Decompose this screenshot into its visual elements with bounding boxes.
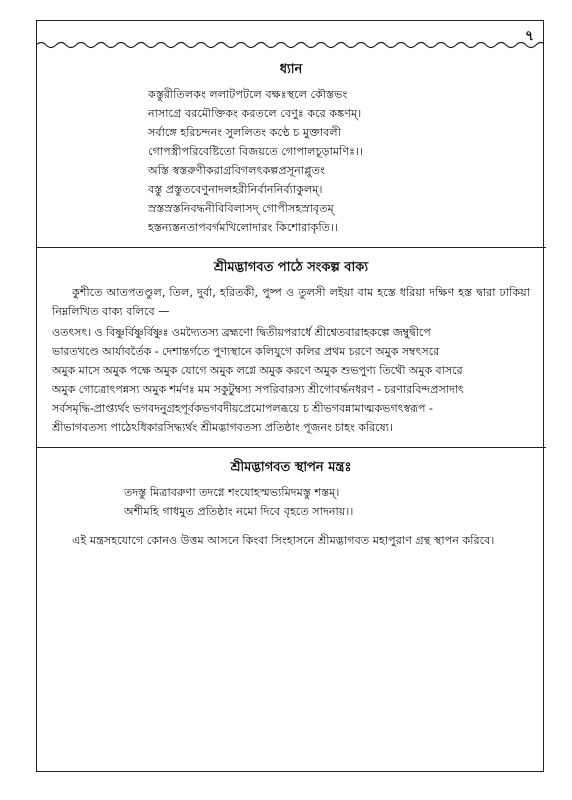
- sankalpa-line: ওতৎসৎ। ও বিষ্ণুর্বিষ্ণুর্বিষ্ণুঃ ওমদ্যৈতস্য ব্রহ্মণো দ্বিতীয়পরার্ধে শ্রীশ্বেতবারাহকল্পে জম্বুদ্বীপে: [52, 326, 431, 339]
- verse-line: গোপস্ত্রীপরিবেষ্টিতো বিজয়তে গোপালচূড়ামণিঃ।।: [148, 145, 364, 158]
- mantra-line: তদস্তু মিত্রাবরুণা তদগ্নে শংযোহস্মভ্যমিদমস্তু শস্তম্‌।: [124, 486, 340, 499]
- sankalpa-heading: শ্রীমদ্ভাগবত পাঠে সংকল্প বাক্য: [213, 260, 369, 275]
- sankalpa-line: অমুক মাসে অমুক পক্ষে অমুক যোগে অমুক লগ্নে অমুক করণে অমুক শুভপুণ্য তিথৌ অমুক বাসরে: [52, 364, 463, 377]
- section-divider: [36, 447, 546, 448]
- verse-line: কস্তুরীতিলকং ললাটপটলে বক্ষঃস্থলে কৌস্তভং: [148, 88, 348, 101]
- dhyan-verse: [148, 85, 530, 237]
- sankalpa-line: ভারতখণ্ডে আর্যাবর্তৈক - দেশান্তর্গতে পুণ্যস্থানে কলিযুগে কলির প্রথম চরণে অমুক সম্বৎসরে: [52, 345, 440, 358]
- sthapana-heading: শ্রীমদ্ভাগবত স্থাপন মন্ত্রঃ: [230, 460, 352, 475]
- sankalpa-intro: কুশীতে আতপতণ্ডুল, তিল, দুর্বা, হরিতকী, পুষ্প ও তুলসী লইয়া বাম হস্তে ধরিয়া দক্ষিণ হস্ত দ্বারা ঢাকিয়া নিম্নলিখিত বাক্য বলিবে —: [52, 286, 530, 318]
- verse-line: হস্তন্যস্তনতাপবর্গমখিলোদারং কিশোরাকৃতি।।: [148, 221, 339, 234]
- decorative-wave-rule: [36, 40, 544, 50]
- verse-line: অস্তি স্বস্তরুণীকরাগ্রবিগলৎকল্পপ্রসূনাপ্লুতং: [148, 164, 325, 177]
- sankalpa-text: [52, 323, 530, 437]
- dhyan-heading: ধ্যান: [279, 62, 303, 77]
- sankalpa-line: শ্রীভাগবতস্য পাঠেঽধিকারসিদ্ধ্যর্থং শ্রীমদ্ভাগবতস্য প্রতিষ্ঠাং পূজনং চাহং করিষ্যে।: [52, 421, 393, 434]
- verse-line: স্রস্তস্রস্তনিবদ্ধনীবিবিলাসদ্‌ গোপীসহস্রাবৃতম্‌: [148, 202, 334, 215]
- sthapana-mantra: [124, 483, 530, 521]
- mantra-line: অশীমহি গাধমুত প্রতিষ্ঠাং নমো দিবে বৃহতে সাদনায়।।: [124, 505, 354, 518]
- verse-line: বস্তু প্রস্তুতবেণুনাদলহরীনির্বাননির্ব্যাকুলম্‌।: [148, 183, 323, 196]
- verse-line: সর্বাঙ্গে হরিচন্দনং সুললিতং কণ্ঠে চ মুক্তাবলী: [148, 126, 341, 139]
- page-content: [52, 60, 530, 550]
- sankalpa-line: সর্বসমৃদ্ধি-প্রাপ্ত্যর্থং ভগবদনুগ্রহপূর্বকভগবদীয়প্রেমোপলব্ধয়ে চ শ্রীভগবন্নামাত্মকভগৎস্বরূপ -: [52, 402, 433, 415]
- page-number: ৭: [524, 28, 534, 44]
- sankalpa-line: অমুক গোত্রোৎপন্নস্য অমুক শর্মণঃ মম সকুটুম্বস্য সপরিবারস্য শ্রীগোবর্দ্ধনধরণ - চরণারবিন্দপ্রসাদাৎ: [52, 383, 464, 396]
- verse-line: নাসাগ্রে বরমৌক্তিকং করতলে বেণুঃ করে কঙ্কণম্‌।: [148, 107, 362, 120]
- section-divider: [36, 247, 546, 248]
- sthapana-instruction: এই মন্ত্রসহযোগে কোনও উত্তম আসনে কিংবা সিংহাসনে শ্রীমদ্ভাগবত মহাপুরাণ গ্রন্থ স্থাপন করিবে।: [72, 534, 495, 547]
